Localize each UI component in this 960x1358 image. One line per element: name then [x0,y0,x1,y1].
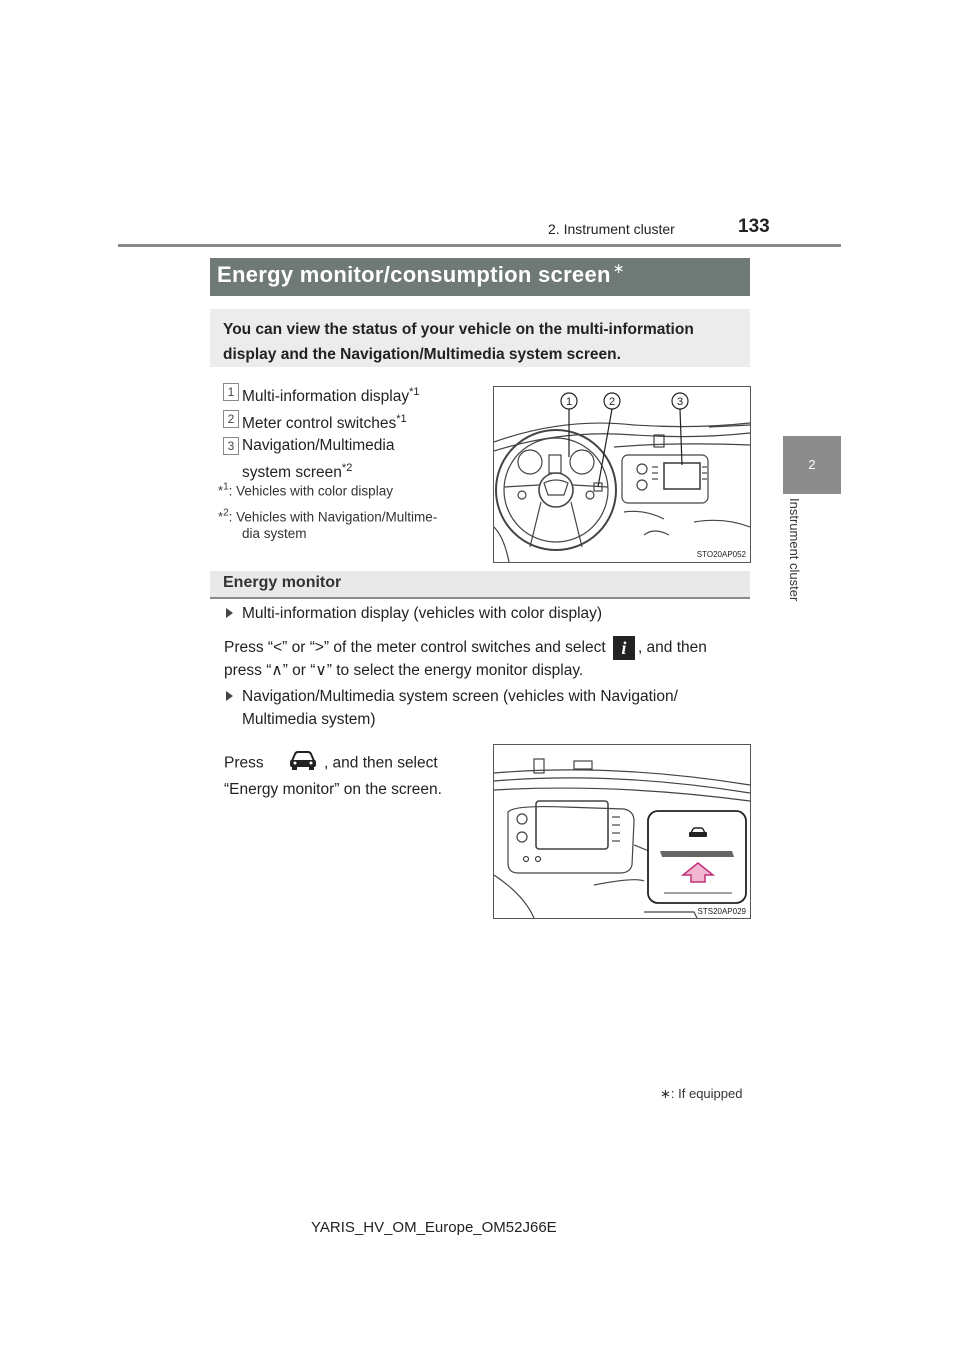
instruction-2-line2: “Energy monitor” on the screen. [224,781,442,798]
section-title-text: Energy monitor/consumption screen [217,262,611,287]
section-title-bar [210,258,750,296]
footnote-2-star: * [218,509,224,525]
instruction-2-after: , and then select [323,754,438,772]
item-note-3: *2 [341,462,353,474]
footnote-1-num: 1 [223,482,229,493]
instruction-2-before: Press [224,754,264,772]
instruction-1-after: , and then [637,639,707,657]
car-icon-glyph [288,749,318,771]
footnote-2-line2: dia system [242,526,307,541]
instruction-1-line2: press “∧” or “∨” to select the energy monitor display. [224,662,584,679]
bullet-text-1: Multi-information display (vehicles with color display) [242,605,603,622]
item-label-1-text: Multi-information display [242,388,410,406]
item-label-3-text: system screen [242,464,342,482]
item-label-2 [242,408,407,435]
item-number-3: 3 [223,437,239,455]
if-equipped-footnote-text: : If equipped [670,1086,743,1101]
intro-box [210,309,750,367]
footnote-2-num: 2 [223,508,229,519]
item-label-2-text: Meter control switches [242,415,397,433]
instruction-2-line1 [224,749,482,778]
figure-2-code: STS20AP029 [697,907,746,916]
car-icon [288,749,318,778]
footnote-1-text: : Vehicles with color display [228,483,393,499]
figure-1-code: STO20AP052 [696,550,746,559]
dashboard-illustration [493,386,751,563]
item-label-3-line1: Navigation/Multimedia [242,437,395,454]
header-divider [118,244,841,247]
bullet-arrow-icon [226,608,233,618]
callout-2: 2 [608,396,616,408]
callout-3: 3 [676,396,684,408]
section-title [217,262,625,288]
navigation-screen-illustration [493,744,751,919]
subsection-title: Energy monitor [223,574,342,591]
if-equipped-marker: ∗ [612,260,625,276]
bullet-arrow-icon [226,691,233,701]
info-i-icon: i [613,636,635,660]
page-number: 133 [738,216,770,237]
callout-1: 1 [565,396,573,408]
footnote-1 [218,478,393,500]
bullet-text-2-line2: Multimedia system) [242,711,376,728]
navigation-screen-drawing [494,745,750,918]
footnote-1-mark [218,483,229,498]
bullet-text-2-line1: Navigation/Multimedia system screen (vehicles with Navigation/ [242,688,678,705]
item-note-2: *1 [396,413,407,425]
document-id: YARIS_HV_OM_Europe_OM52J66E [311,1219,557,1236]
footnote-2 [218,504,437,526]
intro-text: You can view the status of your vehicle on the multi-information display and the Navigation/Multimedia system screen. [223,321,694,363]
chapter-tab: 2 [783,436,841,494]
item-number-2: 2 [223,410,239,428]
if-equipped-footnote [660,1086,742,1102]
footnote-2-mark [218,509,229,524]
subsection-bar [210,571,750,599]
dashboard-drawing [494,387,750,562]
item-note-1: *1 [409,386,420,398]
instruction-1-line1 [224,636,707,660]
if-equipped-footnote-mark: ∗ [660,1086,671,1101]
chapter-side-label [786,498,806,628]
header-section-title: 2. Instrument cluster [548,221,675,237]
footnote-1-star: * [218,483,224,499]
item-label-1 [242,381,420,408]
chapter-side-label-text: Instrument cluster [787,498,802,602]
instruction-1-before: Press “<” or “>” of the meter control switches and select [224,639,606,657]
footnote-2-text: : Vehicles with Navigation/Multime- [228,509,438,525]
item-number-1: 1 [223,383,239,401]
